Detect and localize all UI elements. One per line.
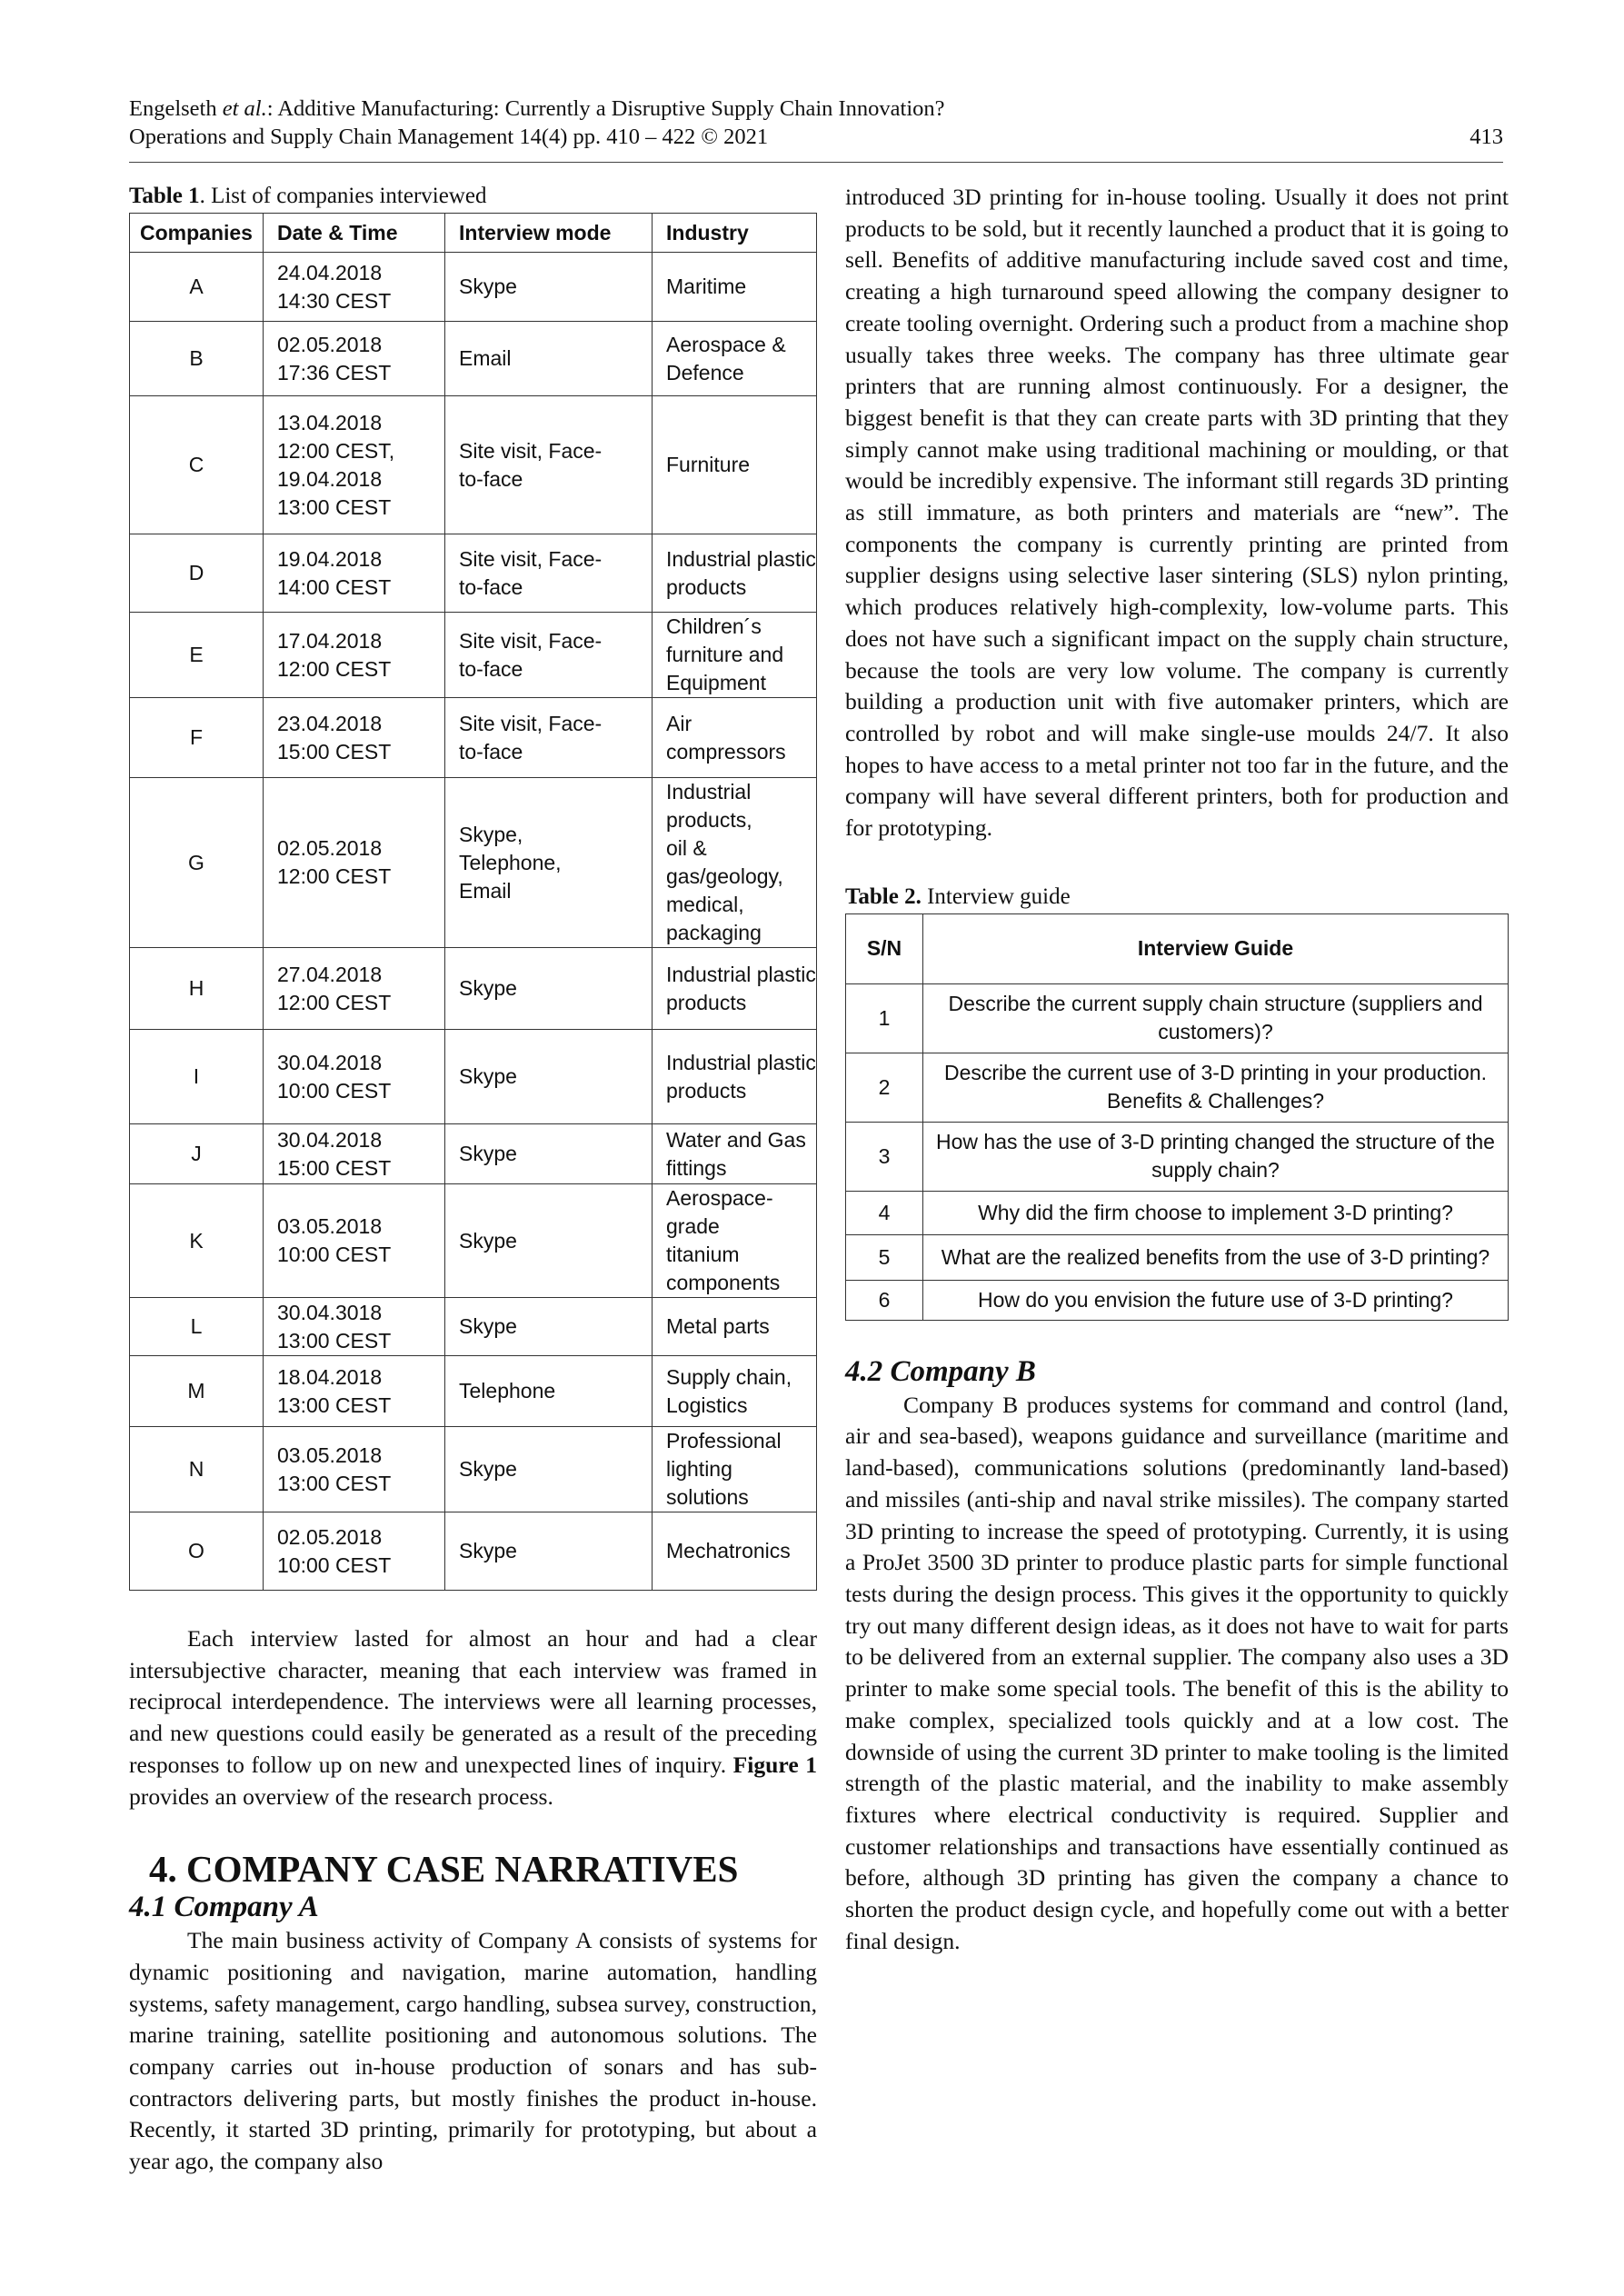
cell-line: Aerospace & bbox=[666, 332, 786, 356]
cell-line: medical, bbox=[666, 893, 744, 916]
company-a-continued-paragraph: introduced 3D printing for in-house tooling. Usually it does not print products to be sold, but it recently launched a product that it is going to sell. Benefits of additive manufacturing include saved cost and time, creating a high turnaround speed allowing the company designer to create tooling overnight. Ordering such a product from a machine shop usually takes three weeks. The company has three ultimate gear printers that are running almost continuously. For a designer, the biggest benefit is that they can create parts with 3D printing that they simply cannot make using traditional machining or moulding, or that would be incredibly expensive. The informant still regards 3D printing as still immature, as both printers and materials are “new”. The components the company is currently printing are printed from supplier designs using selective laser sintering (SLS) nylon printing, which produces relatively high-complexity, low-volume parts. This does not have such a significant impact on the supply chain structure, because the tools are very low volume. The company is currently building a production unit with five automaker printers, which are controlled by robot and will make single-use moulds 24/7. It also hopes to have access to a metal printer not too far in the future, and the company will have several different printers, both for production and for prototyping. bbox=[845, 184, 1509, 842]
mode-cell bbox=[445, 534, 653, 613]
cell-line: Logistics bbox=[666, 1393, 748, 1417]
cell-line: 23.04.2018 bbox=[277, 711, 383, 735]
cell-line: Skype bbox=[459, 1314, 517, 1338]
date-cell bbox=[264, 1030, 445, 1124]
table-row bbox=[130, 1427, 817, 1512]
cell-line: Skype bbox=[459, 1228, 517, 1253]
cell-line: Skype bbox=[459, 1064, 517, 1088]
cell-line: customers)? bbox=[1158, 1020, 1273, 1044]
mode-cell bbox=[445, 322, 653, 396]
cell-line: products bbox=[666, 1078, 747, 1103]
cell-line: Mechatronics bbox=[666, 1539, 791, 1562]
running-header bbox=[129, 95, 1503, 151]
table-row bbox=[846, 1053, 1509, 1122]
mode-cell bbox=[445, 1427, 653, 1512]
cell-line: to-face bbox=[459, 574, 523, 599]
cell-line: Children´s bbox=[666, 614, 762, 638]
cell-line: Skype, bbox=[459, 822, 523, 846]
cell-line: 17.04.2018 bbox=[277, 628, 383, 653]
question-cell bbox=[923, 983, 1509, 1053]
industry-cell bbox=[653, 1030, 817, 1124]
cell-line: 02.05.2018 bbox=[277, 836, 383, 860]
interview-guide-table bbox=[845, 913, 1509, 1321]
cell-line: Defence bbox=[666, 360, 744, 384]
cell-line: 17:36 CEST bbox=[277, 360, 392, 384]
question-cell bbox=[923, 1122, 1509, 1191]
cell-line: 19.04.2018 bbox=[277, 466, 383, 491]
industry-cell bbox=[653, 322, 817, 396]
cell-line: Supply chain, bbox=[666, 1364, 792, 1389]
cell-line: titanium bbox=[666, 1243, 740, 1266]
cell-line: Industrial plastic bbox=[666, 962, 816, 986]
cell-line: Telephone bbox=[459, 1379, 556, 1403]
date-cell bbox=[264, 1184, 445, 1298]
cell-line: to-face bbox=[459, 656, 523, 681]
company-cell: O bbox=[130, 1512, 264, 1591]
sn-cell: 2 bbox=[846, 1053, 923, 1122]
question-cell bbox=[923, 1280, 1509, 1320]
date-cell bbox=[264, 613, 445, 698]
date-cell bbox=[264, 1124, 445, 1184]
cell-line: 03.05.2018 bbox=[277, 1442, 383, 1467]
cell-line: supply chain? bbox=[1151, 1158, 1280, 1183]
cell-line: Air compressors bbox=[666, 711, 786, 764]
mode-cell bbox=[445, 1124, 653, 1184]
sn-cell: 1 bbox=[846, 983, 923, 1053]
table1-caption: Table 1. List of companies interviewed bbox=[129, 184, 487, 208]
industry-cell bbox=[653, 613, 817, 698]
cell-line: 15:00 CEST bbox=[277, 1155, 392, 1180]
cell-line: 10:00 CEST bbox=[277, 1078, 392, 1103]
cell-line: 18.04.2018 bbox=[277, 1364, 383, 1389]
table-row bbox=[130, 396, 817, 534]
cell-line: 19.04.2018 bbox=[277, 546, 383, 571]
cell-line: 13:00 CEST bbox=[277, 1471, 392, 1495]
cell-line: 02.05.2018 bbox=[277, 1524, 383, 1549]
date-cell bbox=[264, 1298, 445, 1356]
mode-cell bbox=[445, 396, 653, 534]
table-row bbox=[130, 613, 817, 698]
cell-line: components bbox=[666, 1271, 781, 1294]
cell-line: Industrial products, bbox=[666, 780, 752, 832]
col-header-companies: Companies bbox=[130, 214, 264, 253]
date-cell bbox=[264, 253, 445, 322]
company-cell: I bbox=[130, 1030, 264, 1124]
cell-line: Site visit, Face- bbox=[459, 438, 603, 463]
cell-line: Aerospace-grade bbox=[666, 1186, 773, 1238]
mode-cell bbox=[445, 1030, 653, 1124]
col-header-industry: Industry bbox=[653, 214, 817, 253]
cell-line: Site visit, Face- bbox=[459, 628, 603, 653]
cell-line: Email bbox=[459, 346, 512, 370]
cell-line: 12:00 CEST bbox=[277, 990, 392, 1014]
cell-line: 12:00 CEST, bbox=[277, 438, 395, 463]
cell-line: 30.04.3018 bbox=[277, 1300, 383, 1324]
cell-line: packaging bbox=[666, 921, 762, 944]
company-cell: G bbox=[130, 778, 264, 948]
table-row bbox=[846, 983, 1509, 1053]
industry-cell bbox=[653, 1427, 817, 1512]
cell-line: 10:00 CEST bbox=[277, 1552, 392, 1577]
cell-line: 10:00 CEST bbox=[277, 1243, 392, 1266]
table-row bbox=[130, 1184, 817, 1298]
cell-line: Describe the current supply chain structure (suppliers and bbox=[948, 992, 1483, 1016]
table-row bbox=[130, 698, 817, 778]
industry-cell bbox=[653, 778, 817, 948]
cell-line: Skype bbox=[459, 275, 517, 298]
cell-line: 27.04.2018 bbox=[277, 962, 383, 986]
table-row bbox=[130, 1356, 817, 1427]
left-column bbox=[129, 182, 817, 2178]
question-cell bbox=[923, 1191, 1509, 1234]
industry-cell bbox=[653, 396, 817, 534]
company-cell: C bbox=[130, 396, 264, 534]
table-row bbox=[846, 1280, 1509, 1320]
cell-line: Telephone, bbox=[459, 850, 562, 874]
company-cell: E bbox=[130, 613, 264, 698]
company-cell: L bbox=[130, 1298, 264, 1356]
cell-line: 24.04.2018 bbox=[277, 260, 383, 285]
industry-cell bbox=[653, 1298, 817, 1356]
question-cell bbox=[923, 1234, 1509, 1280]
company-cell: N bbox=[130, 1427, 264, 1512]
industry-cell bbox=[653, 948, 817, 1030]
mode-cell bbox=[445, 613, 653, 698]
figure-ref: Figure 1 bbox=[732, 1751, 817, 1778]
cell-line: Email bbox=[459, 878, 512, 903]
cell-line: 12:00 CEST bbox=[277, 864, 392, 888]
col-header-date: Date & Time bbox=[264, 214, 445, 253]
cell-line: 14:00 CEST bbox=[277, 574, 392, 599]
company-cell: A bbox=[130, 253, 264, 322]
cell-line: 14:30 CEST bbox=[277, 288, 392, 313]
date-cell bbox=[264, 1356, 445, 1427]
table-row bbox=[846, 1191, 1509, 1234]
cell-line: 13.04.2018 bbox=[277, 410, 383, 434]
cell-line: Skype bbox=[459, 1457, 517, 1481]
cell-line: Site visit, Face- bbox=[459, 711, 603, 735]
table2-caption: Table 2. Interview guide bbox=[845, 883, 1071, 909]
section-4-heading: 4. COMPANY CASE NARRATIVES bbox=[149, 1848, 739, 1891]
col-header-mode: Interview mode bbox=[445, 214, 653, 253]
table-row bbox=[130, 1512, 817, 1591]
cell-line: Metal parts bbox=[666, 1314, 770, 1338]
companies-table bbox=[129, 213, 817, 1591]
header-title-line: Engelseth et al.: Additive Manufacturing: Currently a Disruptive Supply Chain Innovation? bbox=[129, 96, 945, 121]
cell-line: Equipment bbox=[666, 671, 766, 694]
mode-cell bbox=[445, 1512, 653, 1591]
mode-cell bbox=[445, 1356, 653, 1427]
cell-line: Site visit, Face- bbox=[459, 546, 603, 571]
table-row bbox=[130, 778, 817, 948]
industry-cell bbox=[653, 534, 817, 613]
cell-line: 30.04.2018 bbox=[277, 1050, 383, 1074]
cell-line: Benefits & Challenges? bbox=[1106, 1089, 1325, 1113]
cell-line: 12:00 CEST bbox=[277, 656, 392, 681]
mode-cell bbox=[445, 698, 653, 778]
company-cell: F bbox=[130, 698, 264, 778]
cell-line: 13:00 CEST bbox=[277, 1393, 392, 1417]
cell-line: 15:00 CEST bbox=[277, 739, 392, 764]
cell-line: Why did the firm choose to implement 3-D printing? bbox=[978, 1200, 1453, 1224]
mode-cell bbox=[445, 948, 653, 1030]
page-number: 413 bbox=[1470, 125, 1503, 149]
cell-line: Professional bbox=[666, 1429, 782, 1452]
company-a-paragraph: The main business activity of Company A consists of systems for dynamic positioning and navigation, marine automation, handling systems, safety management, cargo handling, subsea survey, construction, marine training, satellite positioning and autonomous solutions. The company carries out in-house production of sonars and has sub-contractors delivering parts, but mostly finishes the product in-house. Recently, it started 3D printing, primarily for prototyping, but about a year ago, the company also bbox=[129, 1927, 817, 2175]
col-header-guide: Interview Guide bbox=[923, 913, 1509, 983]
cell-line: furniture and bbox=[666, 643, 784, 666]
col-header-sn: S/N bbox=[846, 913, 923, 983]
sn-cell: 3 bbox=[846, 1122, 923, 1191]
mode-cell bbox=[445, 253, 653, 322]
date-cell bbox=[264, 948, 445, 1030]
cell-line: Maritime bbox=[666, 275, 747, 298]
company-cell: B bbox=[130, 322, 264, 396]
date-cell bbox=[264, 1512, 445, 1591]
table-row bbox=[130, 948, 817, 1030]
company-cell: K bbox=[130, 1184, 264, 1298]
cell-line: fittings bbox=[666, 1155, 727, 1180]
cell-line: oil & gas/geology, bbox=[666, 836, 783, 888]
cell-line: Skype bbox=[459, 976, 517, 1000]
table-header-row bbox=[846, 913, 1509, 983]
cell-line: 13:00 CEST bbox=[277, 494, 392, 519]
table-row bbox=[130, 322, 817, 396]
company-cell: D bbox=[130, 534, 264, 613]
cell-line: to-face bbox=[459, 739, 523, 764]
company-cell: H bbox=[130, 948, 264, 1030]
date-cell bbox=[264, 778, 445, 948]
table-row bbox=[846, 1122, 1509, 1191]
date-cell bbox=[264, 698, 445, 778]
cell-line: Industrial plastic bbox=[666, 1050, 816, 1074]
industry-cell bbox=[653, 1512, 817, 1591]
industry-cell bbox=[653, 1184, 817, 1298]
cell-line: products bbox=[666, 574, 747, 599]
cell-line: lighting solutions bbox=[666, 1457, 749, 1509]
cell-line: products bbox=[666, 990, 747, 1014]
cell-line: 30.04.2018 bbox=[277, 1127, 383, 1152]
cell-line: 03.05.2018 bbox=[277, 1214, 383, 1238]
cell-line: to-face bbox=[459, 466, 523, 491]
interview-paragraph: Each interview lasted for almost an hour and had a clear intersubjective character, meaning that each interview was framed in reciprocal interdependence. The interviews were all learning processes, and new questions could easily be generated as a result of the preceding responses to follow up on new and unexpected lines of inquiry. Figure 1 provides an overview of the research process. bbox=[129, 1625, 817, 1810]
section-4-1-heading: 4.1 Company A bbox=[129, 1891, 319, 1924]
cell-line: Furniture bbox=[666, 453, 751, 476]
question-cell bbox=[923, 1053, 1509, 1122]
mode-cell bbox=[445, 1184, 653, 1298]
industry-cell bbox=[653, 253, 817, 322]
cell-line: What are the realized benefits from the use of 3-D printing? bbox=[941, 1244, 1490, 1269]
table-row bbox=[846, 1234, 1509, 1280]
section-4-2-heading: 4.2 Company B bbox=[845, 1354, 1036, 1388]
table-row bbox=[130, 1124, 817, 1184]
industry-cell bbox=[653, 1356, 817, 1427]
cell-line: Skype bbox=[459, 1142, 517, 1165]
date-cell bbox=[264, 396, 445, 534]
industry-cell bbox=[653, 698, 817, 778]
date-cell bbox=[264, 1427, 445, 1512]
sn-cell: 5 bbox=[846, 1234, 923, 1280]
cell-line: 02.05.2018 bbox=[277, 332, 383, 356]
table-row bbox=[130, 253, 817, 322]
cell-line: Describe the current use of 3-D printing in your production. bbox=[943, 1061, 1488, 1085]
sn-cell: 4 bbox=[846, 1191, 923, 1234]
header-et-al: et al. bbox=[222, 96, 267, 121]
right-column bbox=[845, 182, 1509, 1957]
mode-cell bbox=[445, 1298, 653, 1356]
cell-line: Industrial plastic bbox=[666, 546, 816, 571]
cell-line: Skype bbox=[459, 1539, 517, 1562]
industry-cell bbox=[653, 1124, 817, 1184]
company-cell: M bbox=[130, 1356, 264, 1427]
cell-line: 13:00 CEST bbox=[277, 1328, 392, 1353]
company-cell: J bbox=[130, 1124, 264, 1184]
header-rule bbox=[129, 162, 1503, 163]
header-journal-line: Operations and Supply Chain Management 14(4) pp. 410 – 422 © 2021 413 bbox=[129, 125, 1503, 149]
mode-cell bbox=[445, 778, 653, 948]
table-header-row bbox=[130, 214, 817, 253]
sn-cell: 6 bbox=[846, 1280, 923, 1320]
table-row bbox=[130, 534, 817, 613]
table-row bbox=[130, 1298, 817, 1356]
cell-line: Water and Gas bbox=[666, 1127, 806, 1152]
cell-line: How has the use of 3-D printing changed the structure of the bbox=[936, 1130, 1495, 1154]
table-row bbox=[130, 1030, 817, 1124]
date-cell bbox=[264, 534, 445, 613]
cell-line: How do you envision the future use of 3-D printing? bbox=[978, 1287, 1453, 1312]
date-cell bbox=[264, 322, 445, 396]
company-b-paragraph: Company B produces systems for command and control (land, air and sea-based), weapons guidance and surveillance (maritime and land-based), communications solutions (predominantly land-based) and missiles (anti-ship and naval strike missiles). The company started 3D printing to increase the speed of prototyping. Currently, it is using a ProJet 3500 3D printer to produce plastic parts for simple functional tests during the design process. This gives it the opportunity to quickly try out many different design ideas, as it does not have to wait for parts to be delivered from an external supplier. The company also uses a 3D printer to make some special tools. The benefit of this is the ability to make complex, specialized tools quickly and at a low cost. The downside of using the current 3D printer to make tooling is the limited strength of the plastic material, and the inability to make assembly fixtures where electrical conductivity is required. Supplier and customer relationships and transactions have essentially continued as before, although 3D printing has given the company a chance to shorten the product design cycle, and hopefully come out with a better final design. bbox=[845, 1391, 1509, 1954]
